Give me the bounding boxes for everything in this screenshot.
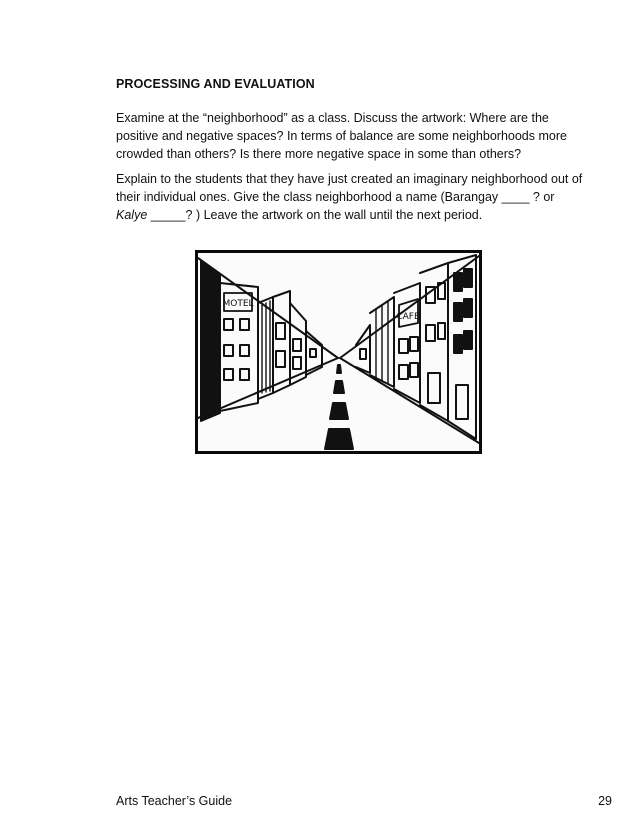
window <box>293 357 301 369</box>
building-tall <box>273 291 290 393</box>
perspective-street-drawing <box>198 253 479 451</box>
window <box>399 365 408 379</box>
window <box>399 339 408 353</box>
paragraph-line: Explain to the students that they have just created an imaginary neighborhood out of <box>116 172 583 186</box>
road-dash <box>337 365 341 373</box>
paragraph-line: Examine at the “neighborhood” as a class. Discuss the artwork: Where are the <box>116 111 549 125</box>
paragraph-line: crowded than others? Is there more negative space in some than others? <box>116 147 522 161</box>
door <box>456 385 468 419</box>
window-dark <box>454 303 462 321</box>
window <box>224 345 233 356</box>
paragraph-discussion <box>116 109 576 163</box>
paragraph-explanation <box>116 170 583 224</box>
window <box>224 369 233 380</box>
window <box>276 351 285 367</box>
window-dark <box>454 335 462 353</box>
window <box>240 345 249 356</box>
window <box>224 319 233 330</box>
paragraph-line: their individual ones. Give the class neighborhood a name (Barangay ____ ? or <box>116 190 555 204</box>
window <box>410 363 418 377</box>
window <box>410 337 418 351</box>
window <box>240 319 249 330</box>
kalye-term: Kalye <box>116 208 148 222</box>
window <box>426 325 435 341</box>
window-dark <box>464 299 472 317</box>
road-dash <box>330 403 348 419</box>
window <box>438 323 445 339</box>
section-heading: PROCESSING AND EVALUATION <box>116 77 315 91</box>
window <box>293 339 301 351</box>
page-number: 29 <box>598 794 612 808</box>
paragraph-line: positive and negative spaces? In terms of balance are some neighborhoods more <box>116 129 567 143</box>
cafe-sign-label: CAFE <box>396 312 420 322</box>
window-dark <box>464 269 472 287</box>
window <box>276 323 285 339</box>
dark-building-left <box>201 261 220 421</box>
road-dash <box>334 381 344 393</box>
paragraph-line-rest: _____? ) Leave the artwork on the wall until the next period. <box>147 208 483 222</box>
window <box>360 349 366 359</box>
window-dark <box>454 273 462 291</box>
footer-title: Arts Teacher’s Guide <box>116 794 233 808</box>
window <box>310 349 316 357</box>
window <box>240 369 249 380</box>
paragraph-line <box>116 206 576 224</box>
door <box>428 373 440 403</box>
window-dark <box>464 331 472 349</box>
street-drawing-figure <box>195 250 482 454</box>
motel-sign-label: MOTEL <box>222 299 254 309</box>
road-dash <box>325 429 353 449</box>
